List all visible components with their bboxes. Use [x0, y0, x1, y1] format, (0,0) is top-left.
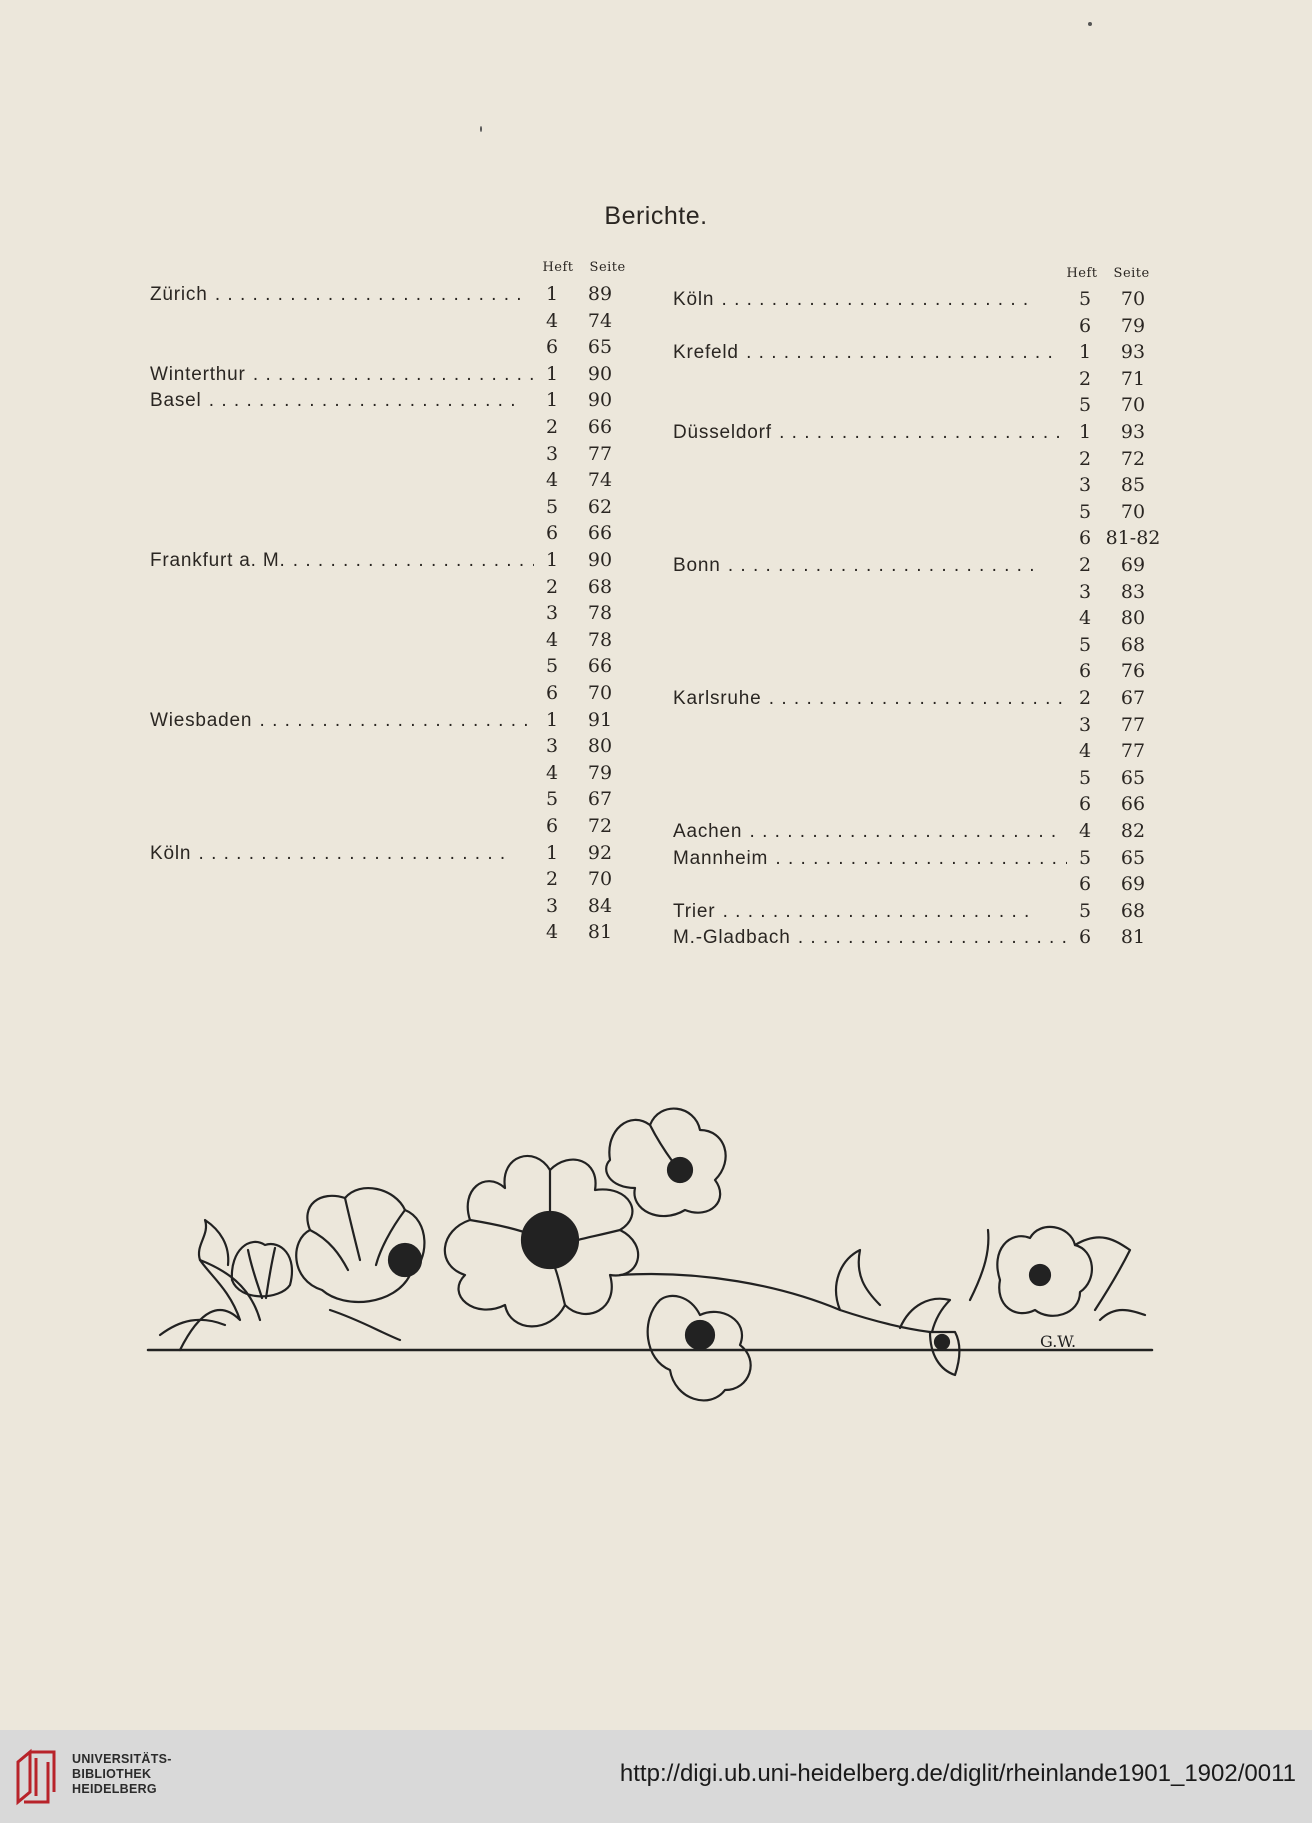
seite-number: 65	[587, 336, 613, 359]
heft-number: 1	[545, 841, 559, 864]
seite-number: 71	[1120, 367, 1146, 390]
place-label: Basel	[150, 390, 202, 412]
seite-number: 93	[1120, 341, 1146, 364]
seite-number: 93	[1120, 421, 1146, 443]
index-entry	[150, 549, 630, 575]
heft-number: 4	[1078, 820, 1092, 842]
place-label: Krefeld	[673, 342, 739, 364]
leader-dots	[252, 710, 534, 731]
seite-number: 66	[587, 522, 613, 545]
seite-header: Seite	[589, 260, 626, 275]
heft-number: 3	[545, 735, 559, 758]
seite-number: 79	[1120, 314, 1146, 337]
index-entry	[150, 788, 630, 814]
seite-number: 80	[587, 735, 613, 758]
seite-number: 74	[587, 309, 613, 332]
index-entry	[150, 895, 630, 921]
heft-number: 5	[1078, 288, 1092, 310]
library-name-line: HEIDELBERG	[72, 1782, 157, 1796]
place-name	[673, 289, 1067, 311]
index-entry	[673, 288, 1163, 314]
index-entry	[150, 842, 630, 868]
seite-number: 77	[1120, 740, 1146, 763]
place-label: Bonn	[673, 555, 721, 576]
seite-number: 76	[1120, 660, 1146, 683]
index-entry	[673, 740, 1163, 766]
index-entry	[673, 793, 1163, 819]
leader-dots	[286, 550, 534, 571]
heft-number: 3	[1078, 580, 1092, 603]
seite-number: 81	[1120, 926, 1146, 949]
index-entry	[150, 443, 630, 469]
place-name	[673, 688, 1067, 710]
heft-number: 6	[1078, 793, 1092, 816]
right-column-header	[1060, 266, 1155, 281]
seite-number: 70	[587, 682, 613, 704]
seite-number: 70	[587, 868, 613, 891]
heft-number: 6	[1078, 660, 1092, 683]
seite-number: 80	[1120, 607, 1146, 630]
index-entry	[150, 735, 630, 761]
seite-number: 66	[1120, 793, 1146, 816]
seite-number: 65	[1120, 846, 1146, 869]
place-name	[150, 710, 534, 732]
heft-number: 4	[545, 469, 559, 492]
heft-number: 3	[545, 442, 559, 465]
place-label: Frankfurt a. M.	[150, 550, 286, 571]
index-entry	[673, 714, 1163, 740]
seite-header: Seite	[1113, 266, 1150, 281]
heft-number: 6	[1078, 527, 1092, 550]
leader-dots	[739, 342, 1053, 363]
seite-number: 69	[1120, 554, 1146, 576]
seite-number: 83	[1120, 580, 1146, 603]
heft-number: 4	[545, 761, 559, 784]
seite-number: 90	[587, 389, 613, 412]
place-label: Köln	[673, 289, 715, 310]
university-library-logo-icon	[14, 1748, 62, 1808]
anemone-flower-ornament	[140, 1070, 1160, 1450]
index-entry	[673, 527, 1163, 553]
index-entry	[673, 607, 1163, 633]
place-name	[673, 848, 1067, 870]
index-entry	[150, 682, 630, 708]
seite-number: 68	[587, 575, 613, 598]
heft-number: 6	[1078, 873, 1092, 896]
index-entry	[673, 820, 1163, 846]
seite-number: 92	[587, 841, 613, 864]
heft-number: 4	[545, 309, 559, 332]
index-entry	[673, 581, 1163, 607]
place-label: Winterthur	[150, 363, 246, 385]
place-label: Aachen	[673, 821, 743, 842]
index-entry	[150, 815, 630, 841]
heft-number: 5	[1078, 500, 1092, 523]
heft-number: 2	[1078, 447, 1092, 470]
index-entry	[150, 363, 630, 389]
leader-dots	[721, 555, 1035, 576]
index-entry	[150, 469, 630, 495]
heft-number: 6	[1078, 926, 1092, 949]
place-name	[673, 901, 1067, 923]
place-name	[673, 927, 1067, 949]
heft-number: 5	[545, 495, 559, 518]
place-name	[673, 422, 1067, 444]
source-url-link[interactable]: http://digi.ub.uni-heidelberg.de/diglit/rheinlande1901_1902/0011	[619, 1760, 1296, 1787]
heft-number: 1	[545, 549, 559, 571]
place-name	[150, 390, 534, 412]
index-entry	[673, 767, 1163, 793]
seite-number: 77	[1120, 713, 1146, 736]
index-entry	[673, 341, 1163, 367]
leader-dots	[762, 688, 1067, 709]
seite-number: 67	[1120, 687, 1146, 709]
index-entry	[673, 315, 1163, 341]
index-entry	[673, 394, 1163, 420]
library-name-line: UNIVERSITÄTS-	[72, 1752, 172, 1766]
index-entry	[673, 634, 1163, 660]
index-entry	[673, 474, 1163, 500]
index-entry	[150, 416, 630, 442]
place-name	[150, 284, 534, 306]
heft-number: 3	[545, 894, 559, 917]
artist-signature: G.W.	[1040, 1332, 1077, 1351]
index-entry	[673, 448, 1163, 474]
index-entry	[150, 762, 630, 788]
seite-number: 62	[587, 495, 613, 518]
seite-number: 66	[587, 655, 613, 678]
place-label: Trier	[673, 900, 716, 922]
left-column-header	[536, 260, 631, 275]
heft-number: 6	[1078, 314, 1092, 337]
heft-number: 5	[1078, 846, 1092, 869]
seite-number: 72	[587, 815, 613, 837]
heft-number: 1	[1078, 341, 1092, 364]
leader-dots	[246, 364, 534, 385]
heft-number: 2	[545, 416, 559, 438]
place-name	[673, 821, 1067, 843]
place-name	[150, 843, 534, 865]
page-title: Berichte.	[604, 202, 708, 230]
heft-number: 6	[545, 682, 559, 704]
heft-number: 4	[545, 921, 559, 944]
seite-number: 90	[587, 549, 613, 571]
seite-number: 79	[587, 761, 613, 784]
heft-number: 4	[1078, 740, 1092, 763]
seite-number: 74	[587, 469, 613, 492]
seite-number: 70	[1120, 500, 1146, 523]
index-entry	[673, 421, 1163, 447]
place-label: Zürich	[150, 284, 208, 305]
leader-dots	[772, 422, 1067, 443]
heft-number: 1	[1078, 421, 1092, 443]
heft-number: 1	[545, 362, 559, 385]
seite-number: 85	[1120, 474, 1146, 497]
index-entry	[150, 283, 630, 309]
seite-number: 68	[1120, 633, 1146, 656]
heft-number: 5	[1078, 394, 1092, 417]
index-entry	[150, 602, 630, 628]
heft-number: 1	[545, 283, 559, 305]
seite-number: 68	[1120, 899, 1146, 922]
index-entry	[673, 847, 1163, 873]
leader-dots	[791, 927, 1067, 948]
index-entry	[673, 501, 1163, 527]
heft-number: 2	[1078, 554, 1092, 576]
index-entry	[150, 868, 630, 894]
heft-number: 5	[1078, 766, 1092, 789]
heft-number: 2	[545, 575, 559, 598]
heft-number: 4	[545, 628, 559, 651]
place-name	[150, 550, 534, 572]
heft-number: 3	[1078, 713, 1092, 736]
leader-dots	[714, 289, 1028, 310]
heft-number: 2	[1078, 367, 1092, 390]
leader-dots	[768, 848, 1067, 869]
place-label: Düsseldorf	[673, 422, 772, 443]
library-footer	[0, 1730, 1312, 1823]
heft-number: 5	[1078, 633, 1092, 656]
index-entry	[150, 629, 630, 655]
seite-number: 91	[587, 708, 613, 731]
seite-number: 78	[587, 602, 613, 625]
seite-number: 82	[1120, 820, 1146, 842]
paper-speck	[480, 126, 482, 132]
seite-number: 81-82	[1105, 527, 1161, 550]
place-name	[673, 555, 1067, 577]
heft-header: Heft	[1066, 266, 1098, 281]
place-label: Mannheim	[673, 847, 769, 869]
index-entry	[150, 921, 630, 947]
heft-number: 6	[545, 522, 559, 545]
heft-number: 1	[545, 389, 559, 412]
heft-number: 6	[545, 336, 559, 359]
leader-dots	[191, 843, 505, 864]
place-name	[673, 342, 1067, 364]
seite-number: 70	[1120, 394, 1146, 417]
heft-number: 5	[545, 655, 559, 678]
heft-number: 1	[545, 708, 559, 731]
index-entry	[150, 310, 630, 336]
index-entry	[150, 389, 630, 415]
library-name	[72, 1752, 172, 1797]
paper-speck	[1088, 22, 1092, 26]
seite-number: 66	[587, 416, 613, 438]
index-entry	[673, 900, 1163, 926]
place-name	[150, 364, 534, 386]
seite-number: 78	[587, 628, 613, 651]
index-entry	[673, 687, 1163, 713]
place-label: M.-Gladbach	[673, 927, 791, 949]
seite-number: 84	[587, 894, 613, 917]
seite-number: 90	[587, 362, 613, 385]
seite-number: 65	[1120, 766, 1146, 789]
leader-dots	[742, 821, 1056, 842]
index-entry	[673, 873, 1163, 899]
heft-number: 6	[545, 815, 559, 837]
heft-number: 3	[545, 602, 559, 625]
index-entry	[150, 709, 630, 735]
heft-number: 2	[1078, 687, 1092, 709]
place-label: Karlsruhe	[673, 688, 762, 709]
heft-number: 4	[1078, 607, 1092, 630]
place-label: Wiesbaden	[150, 709, 253, 731]
seite-number: 67	[587, 788, 613, 811]
place-label: Köln	[150, 842, 192, 864]
heft-number: 5	[545, 788, 559, 811]
index-entry	[150, 496, 630, 522]
leader-dots	[202, 390, 516, 411]
seite-number: 69	[1120, 873, 1146, 896]
index-entry	[673, 660, 1163, 686]
heft-header: Heft	[542, 260, 574, 275]
seite-number: 81	[587, 921, 613, 944]
index-entry	[150, 655, 630, 681]
leader-dots	[715, 901, 1029, 922]
library-name-line: BIBLIOTHEK	[72, 1767, 152, 1781]
heft-number: 3	[1078, 474, 1092, 497]
index-entry	[150, 576, 630, 602]
index-entry	[150, 336, 630, 362]
index-entry	[673, 554, 1163, 580]
seite-number: 70	[1120, 288, 1146, 310]
seite-number: 72	[1120, 447, 1146, 470]
heft-number: 5	[1078, 899, 1092, 922]
index-entry	[150, 522, 630, 548]
seite-number: 89	[587, 283, 613, 305]
leader-dots	[208, 284, 522, 305]
heft-number: 2	[545, 868, 559, 891]
index-entry	[673, 368, 1163, 394]
seite-number: 77	[587, 442, 613, 465]
index-entry	[673, 926, 1163, 952]
